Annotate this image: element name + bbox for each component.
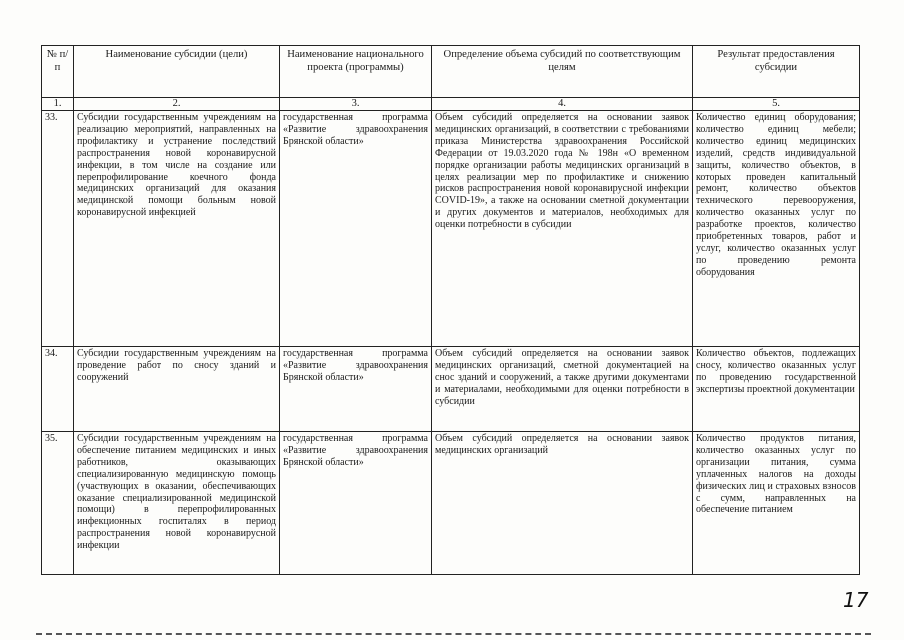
result-cell: Количество единиц оборудования; количество единиц мебели; количество единиц медицинских изделий, средств индивидуальной защиты, количество объектов, в которых проведен капитальный ремонт, количество объектов технического перевооружения, количество оказанных услуг по разработке проектов, количество приобретенных товаров, работ и услуг, количество оказанных услуг по проведению ремонта оборудования (693, 111, 860, 347)
project-cell: государственная программа «Развитие здравоохранения Брянской области» (280, 347, 432, 432)
column-index-row (42, 98, 860, 111)
handwritten-page-mark: 17 (843, 588, 869, 612)
column-index-cell: 2. (74, 98, 280, 111)
subsidies-table (41, 45, 860, 575)
footer-divider (36, 633, 871, 635)
header-definition: Определение объема субсидий по соответствующим целям (432, 46, 693, 98)
subsidy-name-cell: Субсидии государственным учреждениям на проведение работ по сносу зданий и сооружений (74, 347, 280, 432)
project-cell: государственная программа «Развитие здравоохранения Брянской области» (280, 432, 432, 575)
header-row (42, 46, 860, 98)
column-index-cell: 5. (693, 98, 860, 111)
table-row (42, 111, 860, 347)
header-num: № п/п (42, 46, 74, 98)
row-number: 35. (42, 432, 74, 575)
row-number: 33. (42, 111, 74, 347)
row-number: 34. (42, 347, 74, 432)
column-index-cell: 3. (280, 98, 432, 111)
project-cell: государственная программа «Развитие здравоохранения Брянской области» (280, 111, 432, 347)
result-cell: Количество объектов, подлежащих сносу, количество оказанных услуг по проведению государственной экспертизы проектной документации (693, 347, 860, 432)
definition-cell: Объем субсидий определяется на основании заявок медицинских организаций (432, 432, 693, 575)
header-result: Результат предоставления субсидии (693, 46, 860, 98)
table-row (42, 347, 860, 432)
definition-cell: Объем субсидий определяется на основании заявок медицинских организаций, в соответствии с требованиями приказа Министерства здравоохранения Российской Федерации от 19.03.2020 года № 198н «О временном порядке организации работы медицинских организаций в целях реализации мер по профилактике и снижению рисков распространения новой коронавирусной инфекции COVID-19», а также на основании сметной документации и других документов и материалов, необходимых для оценки потребности в субсидии (432, 111, 693, 347)
column-index-cell: 4. (432, 98, 693, 111)
subsidy-name-cell: Субсидии государственным учреждениям на обеспечение питанием медицинских и иных работников, оказывающих специализированную медицинскую помощь (участвующих в оказании, обеспечивающих оказание специализированной медицинской помощи) в перепрофилированных инфекционных госпиталях в период распространения новой коронавирусной инфекции (74, 432, 280, 575)
header-project: Наименование национального проекта (программы) (280, 46, 432, 98)
subsidy-name-cell: Субсидии государственным учреждениям на реализацию мероприятий, направленных на профилактику и устранение последствий распространения новой коронавирусной инфекции, в том числе на создание или перепрофилирование коечного фонда медицинских организаций для оказания медицинской помощи больным новой коронавирусной инфекцией (74, 111, 280, 347)
definition-cell: Объем субсидий определяется на основании заявок медицинских организаций, сметной документацией на снос зданий и сооружений, а также другими документами и материалами, необходимыми для оценки потребности в субсидии (432, 347, 693, 432)
table-row (42, 432, 860, 575)
column-index-cell: 1. (42, 98, 74, 111)
result-cell: Количество продуктов питания, количество оказанных услуг по организации питания, сумма уплаченных налогов на доходы физических лиц и страховых взносов с сумм, направленных на обеспечение питанием (693, 432, 860, 575)
header-name: Наименование субсидии (цели) (74, 46, 280, 98)
